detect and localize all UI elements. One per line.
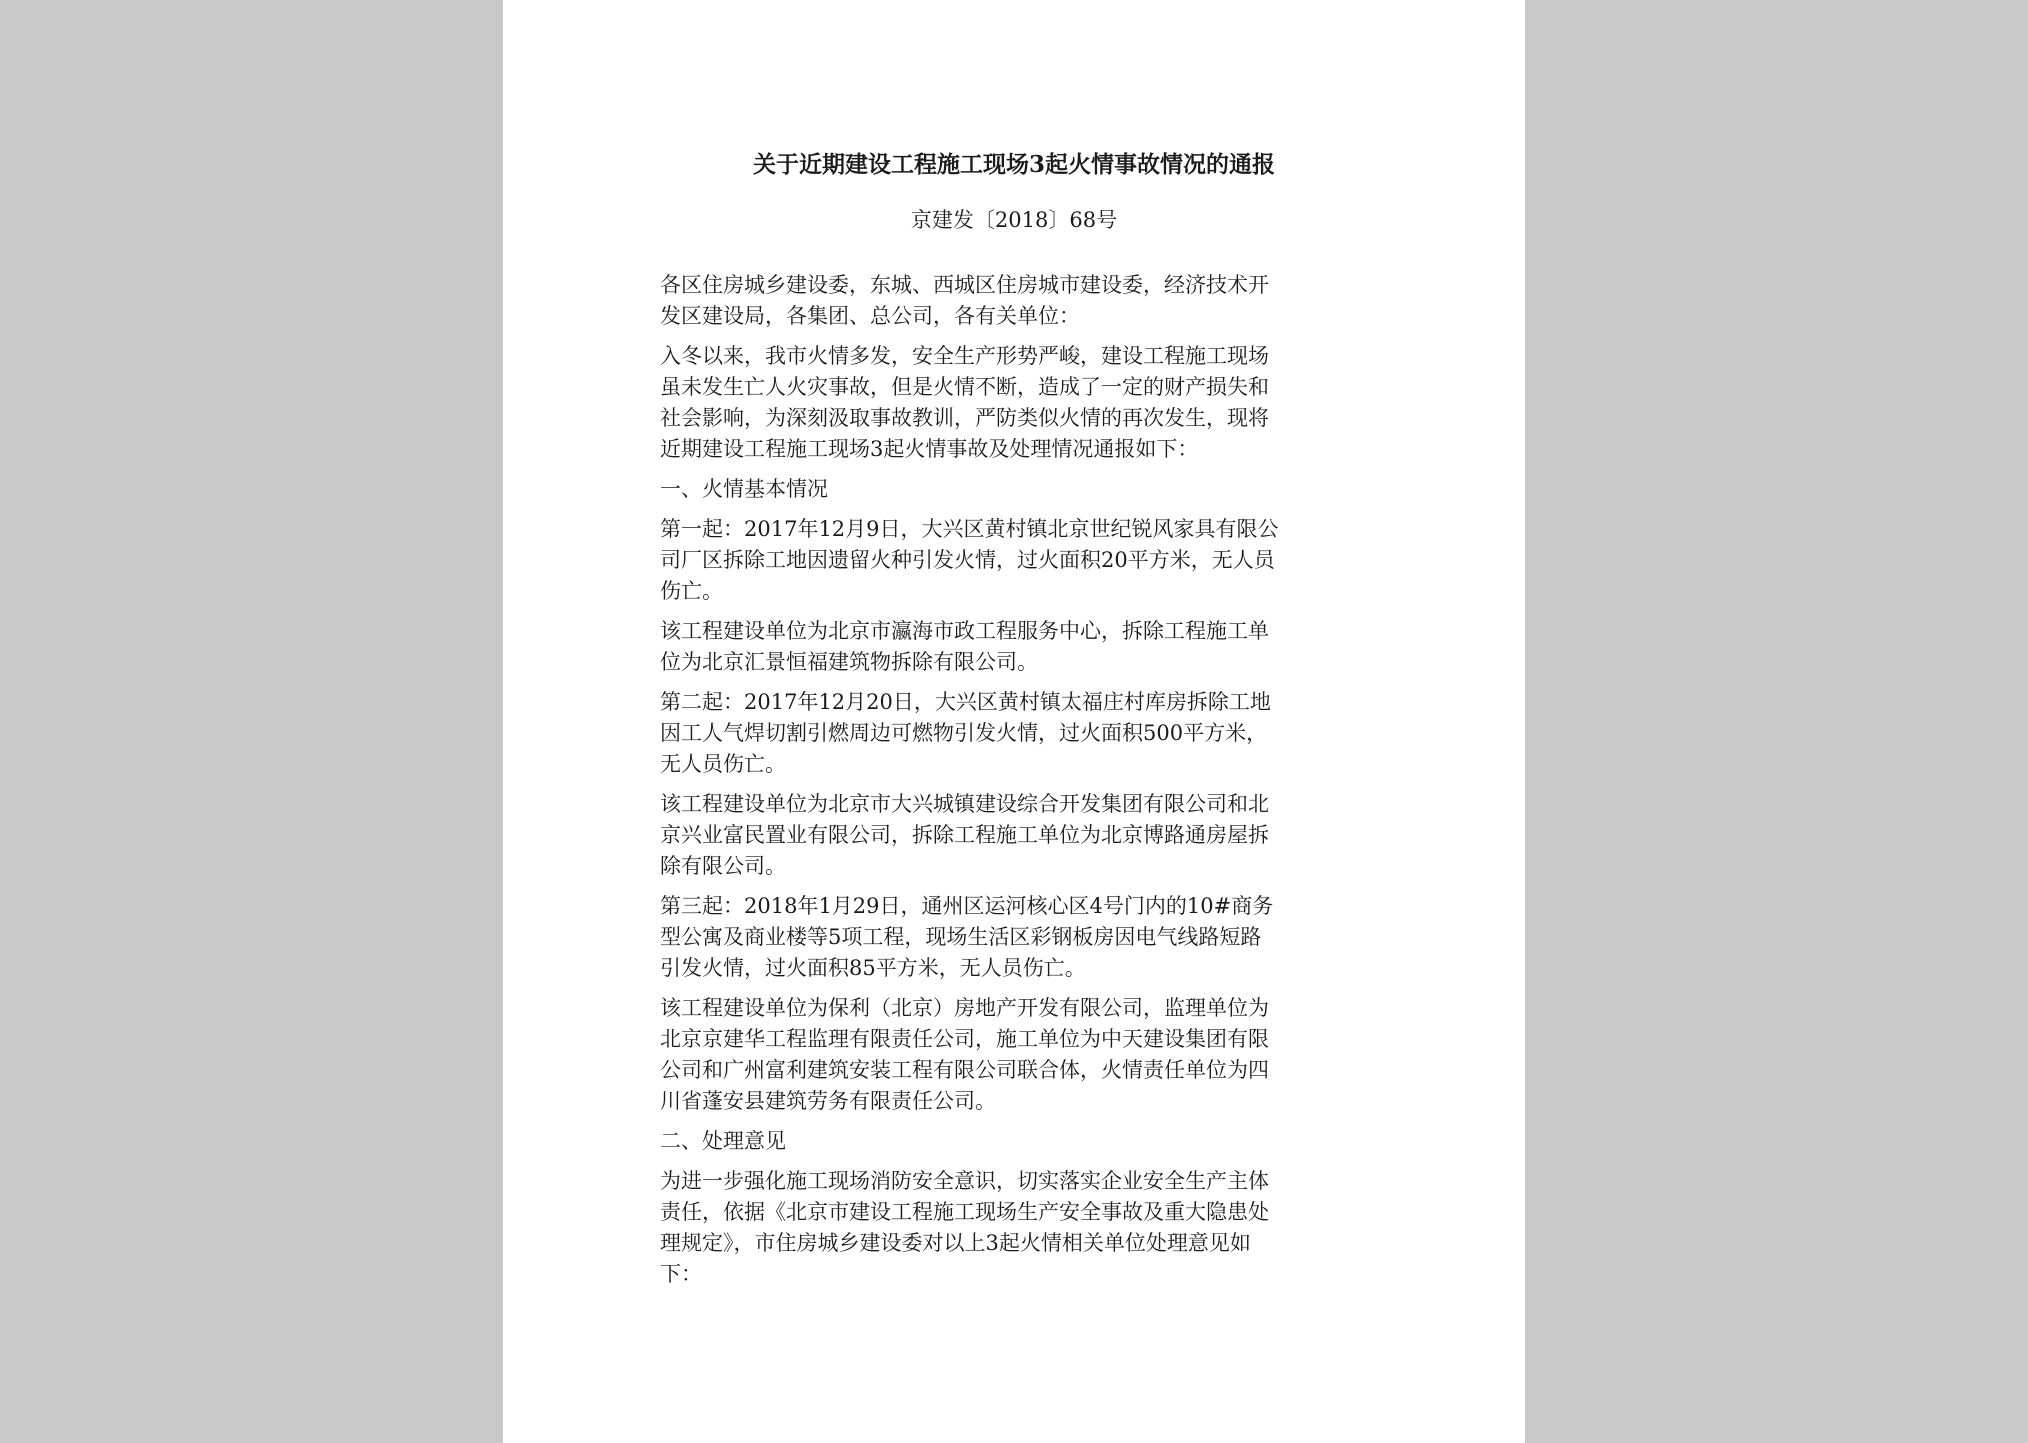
text-line: 责任，依据《北京市建设工程施工现场生产安全事故及重大隐患处 [660, 1200, 1269, 1224]
paragraph-incident-3-units [660, 993, 1373, 1117]
text-line: 引发火情，过火面积85平方米，无人员伤亡。 [660, 956, 1086, 980]
text-line: 二、处理意见 [660, 1129, 786, 1153]
text-line: 川省蓬安县建筑劳务有限责任公司。 [660, 1089, 996, 1113]
text-line: 该工程建设单位为北京市瀛海市政工程服务中心，拆除工程施工单 [660, 619, 1269, 643]
text-line: 理规定》，市住房城乡建设委对以上3起火情相关单位处理意见如 [660, 1231, 1251, 1255]
text-line: 司厂区拆除工地因遗留火种引发火情，过火面积20平方米，无人员 [660, 548, 1275, 572]
paragraph-incident-1-units [660, 616, 1373, 678]
paragraph-salutation [660, 270, 1373, 332]
text-line: 第二起：2017年12月20日，大兴区黄村镇太福庄村库房拆除工地 [660, 690, 1271, 714]
text-line: 北京京建华工程监理有限责任公司，施工单位为中天建设集团有限 [660, 1027, 1269, 1051]
text-line: 下： [660, 1262, 702, 1286]
text-line: 发区建设局，各集团、总公司，各有关单位： [660, 304, 1080, 328]
document-title: 关于近期建设工程施工现场3起火情事故情况的通报 [752, 151, 1275, 178]
text-line: 公司和广州富利建筑安装工程有限公司联合体，火情责任单位为四 [660, 1058, 1269, 1082]
paragraph-incident-1 [660, 514, 1373, 607]
paragraph-intro [660, 341, 1373, 465]
text-line: 虽未发生亡人火灾事故，但是火情不断，造成了一定的财产损失和 [660, 375, 1269, 399]
text-line: 入冬以来，我市火情多发，安全生产形势严峻，建设工程施工现场 [660, 344, 1269, 368]
paragraph-incident-3 [660, 891, 1373, 984]
document-body [660, 270, 1373, 1299]
text-line: 各区住房城乡建设委，东城、西城区住房城市建设委，经济技术开 [660, 273, 1269, 297]
section-heading-2 [660, 1126, 1373, 1157]
text-line: 第三起：2018年1月29日，通州区运河核心区4号门内的10#商务 [660, 894, 1274, 918]
text-line: 因工人气焊切割引燃周边可燃物引发火情，过火面积500平方米， [660, 721, 1268, 745]
paragraph-incident-2-units [660, 789, 1373, 882]
text-line: 伤亡。 [660, 579, 723, 603]
text-line: 除有限公司。 [660, 854, 786, 878]
text-line: 无人员伤亡。 [660, 752, 786, 776]
paragraph-handling [660, 1166, 1373, 1290]
text-line: 位为北京汇景恒福建筑物拆除有限公司。 [660, 650, 1038, 674]
text-line: 该工程建设单位为北京市大兴城镇建设综合开发集团有限公司和北 [660, 792, 1269, 816]
text-line: 型公寓及商业楼等5项工程，现场生活区彩钢板房因电气线路短路 [660, 925, 1262, 949]
paragraph-incident-2 [660, 687, 1373, 780]
text-line: 该工程建设单位为保利（北京）房地产开发有限公司，监理单位为 [660, 996, 1269, 1020]
text-line: 第一起：2017年12月9日，大兴区黄村镇北京世纪锐风家具有限公 [660, 517, 1279, 541]
text-line: 为进一步强化施工现场消防安全意识，切实落实企业安全生产主体 [660, 1169, 1269, 1193]
text-line: 近期建设工程施工现场3起火情事故及处理情况通报如下： [660, 437, 1199, 461]
section-heading-1 [660, 474, 1373, 505]
text-line: 京兴业富民置业有限公司，拆除工程施工单位为北京博路通房屋拆 [660, 823, 1269, 847]
text-line: 一、火情基本情况 [660, 477, 828, 501]
document-page [503, 0, 1525, 1443]
text-line: 社会影响，为深刻汲取事故教训，严防类似火情的再次发生，现将 [660, 406, 1269, 430]
document-number: 京建发〔2018〕68号 [910, 208, 1118, 232]
